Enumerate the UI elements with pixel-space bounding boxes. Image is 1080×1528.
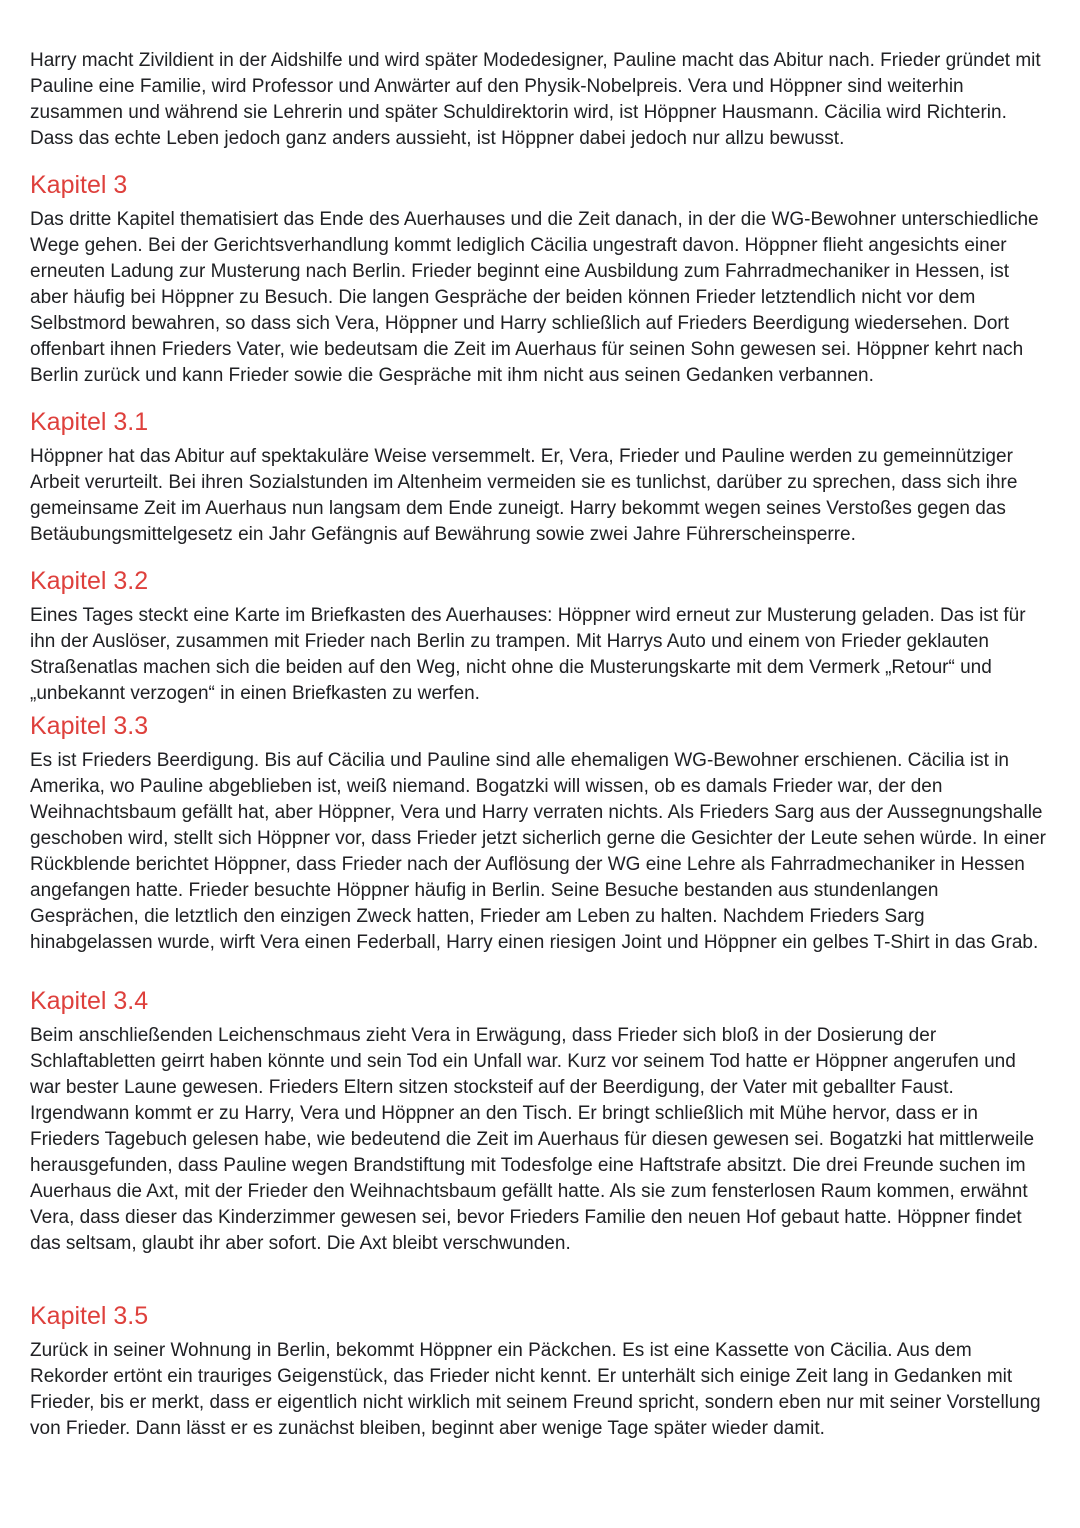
section-paragraph-kapitel-3-4: Beim anschließenden Leichenschmaus zieht Vera in Erwägung, dass Frieder sich bloß in der Dosierung der Schlaftabletten geirrt haben könnte und sein Tod ein Unfall war. Kurz vor seinem Tod hatte er Höppner angerufen und war bester Laune gewesen. Frieders Eltern sitzen stocksteif auf der Beerdigung, der Vater mit geballter Faust. Irgendwann kommt er zu Harry, Vera und Höppner an den Tisch. Er bringt schließlich mit Mühe hervor, dass er in Frieders Tagebuch gelesen habe, wie bedeutend die Zeit im Auerhaus für diesen gewesen sei. Bogatzki hat mittlerweile herausgefunden, dass Pauline wegen Brandstiftung mit Todesfolge eine Haftstrafe absitzt. Die drei Freunde suchen im Auerhaus die Axt, mit der Frieder den Weihnachtsbaum gefällt hatte. Als sie zum fensterlosen Raum kommen, erwähnt Vera, dass dieser das Kinderzimmer gewesen sei, bevor Frieders Familie den neuen Hof gebaut hatte. Höppner findet das seltsam, glaubt ihr aber sofort. Die Axt bleibt verschwunden. — [30, 1025, 1035, 1254]
section-heading-kapitel-3: Kapitel 3 — [30, 171, 128, 199]
section-kapitel-3-4 — [30, 986, 1050, 1257]
section-kapitel-3-5 — [30, 1301, 1050, 1442]
section-kapitel-3-3 — [30, 711, 1050, 956]
section-kapitel-3-2 — [30, 566, 1050, 707]
section-kapitel-3-1 — [30, 407, 1050, 548]
section-paragraph-kapitel-3-2: Eines Tages steckt eine Karte im Briefkasten des Auerhauses: Höppner wird erneut zur Musterung geladen. Das ist für ihn der Auslöser, zusammen mit Frieder nach Berlin zu trampen. Mit Harrys Auto und einem von Frieder geklauten Straßenatlas machen sich die beiden auf den Weg, nicht ohne die Musterungskarte mit dem Vermerk „Retour“ und „unbekannt verzogen“ in einen Briefkasten zu werfen. — [30, 605, 1026, 704]
section-paragraph-kapitel-3-3: Es ist Frieders Beerdigung. Bis auf Cäcilia und Pauline sind alle ehemaligen WG-Bewohner erschienen. Cäcilia ist in Amerika, wo Pauline abgeblieben ist, weiß niemand. Bogatzki will wissen, ob es damals Frieder war, der den Weihnachtsbaum gefällt hat, aber Höppner, Vera und Harry verraten nichts. Als Frieders Sarg aus der Aussegnungshalle geschoben wird, stellt sich Höppner vor, dass Frieder jetzt sicherlich gerne die Gesichter der Leute sehen würde. In einer Rückblende berichtet Höppner, dass Frieder nach der Auflösung der WG eine Lehre als Fahrradmechaniker in Hessen angefangen hatte. Frieder besuchte Höppner häufig in Berlin. Seine Besuche bestanden aus stundenlangen Gesprächen, die letztlich den einzigen Zweck hatten, Frieder am Leben zu halten. Nachdem Frieders Sarg hinabgelassen wurde, wirft Vera einen Federball, Harry einen riesigen Joint und Höppner ein gelbes T-Shirt in das Grab. — [30, 750, 1046, 953]
section-heading-kapitel-3-4: Kapitel 3.4 — [30, 987, 149, 1015]
section-paragraph-kapitel-3-1: Höppner hat das Abitur auf spektakuläre Weise versemmelt. Er, Vera, Frieder und Pauline werden zu gemeinnütziger Arbeit verurteilt. Bei ihren Sozialstunden im Altenheim vermeiden sie es tunlichst, darüber zu sprechen, dass sich ihre gemeinsame Zeit im Auerhaus nun langsam dem Ende zuneigt. Harry bekommt wegen seines Verstoßes gegen das Betäubungsmittelgesetz ein Jahr Gefängnis auf Bewährung sowie zwei Jahre Führerscheinsperre. — [30, 446, 1018, 545]
section-paragraph-kapitel-3-5: Zurück in seiner Wohnung in Berlin, bekommt Höppner ein Päckchen. Es ist eine Kassette von Cäcilia. Aus dem Rekorder ertönt ein trauriges Geigenstück, das Frieder nicht kennt. Er unterhält sich einige Zeit lang in Gedanken mit Frieder, bis er merkt, dass er eigentlich nicht wirklich mit seinem Freund spricht, sondern eben nur mit seiner Vorstellung von Frieder. Dann lässt er es zunächst bleiben, beginnt aber wenige Tage später wieder damit. — [30, 1340, 1041, 1439]
section-heading-kapitel-3-5: Kapitel 3.5 — [30, 1302, 149, 1330]
section-heading-kapitel-3-1: Kapitel 3.1 — [30, 408, 149, 436]
section-paragraph-kapitel-3: Das dritte Kapitel thematisiert das Ende des Auerhauses und die Zeit danach, in der die WG-Bewohner unterschiedliche Wege gehen. Bei der Gerichtsverhandlung kommt lediglich Cäcilia ungestraft davon. Höppner flieht angesichts einer erneuten Ladung zur Musterung nach Berlin. Frieder beginnt eine Ausbildung zum Fahrradmechaniker in Hessen, ist aber häufig bei Höppner zu Besuch. Die langen Gespräche der beiden können Frieder letztendlich nicht vor dem Selbstmord bewahren, so dass sich Vera, Höppner und Harry schließlich auf Frieders Beerdigung wiedersehen. Dort offenbart ihnen Frieders Vater, wie bedeutsam die Zeit im Auerhaus für seinen Sohn gewesen sei. Höppner kehrt nach Berlin zurück und kann Frieder sowie die Gespräche mit ihm nicht aus seinen Gedanken verbannen. — [30, 209, 1039, 386]
intro-paragraph: Harry macht Zivildient in der Aidshilfe und wird später Modedesigner, Pauline macht das Abitur nach. Frieder gründet mit Pauline eine Familie, wird Professor und Anwärter auf den Physik-Nobelpreis. Vera und Höppner sind weiterhin zusammen und während sie Lehrerin und später Schuldirektorin wird, ist Höppner Hausmann. Cäcilia wird Richterin. Dass das echte Leben jedoch ganz anders aussieht, ist Höppner dabei jedoch nur allzu bewusst. — [30, 50, 1041, 149]
section-heading-kapitel-3-3: Kapitel 3.3 — [30, 712, 149, 740]
section-heading-kapitel-3-2: Kapitel 3.2 — [30, 567, 149, 595]
section-kapitel-3 — [30, 170, 1050, 389]
